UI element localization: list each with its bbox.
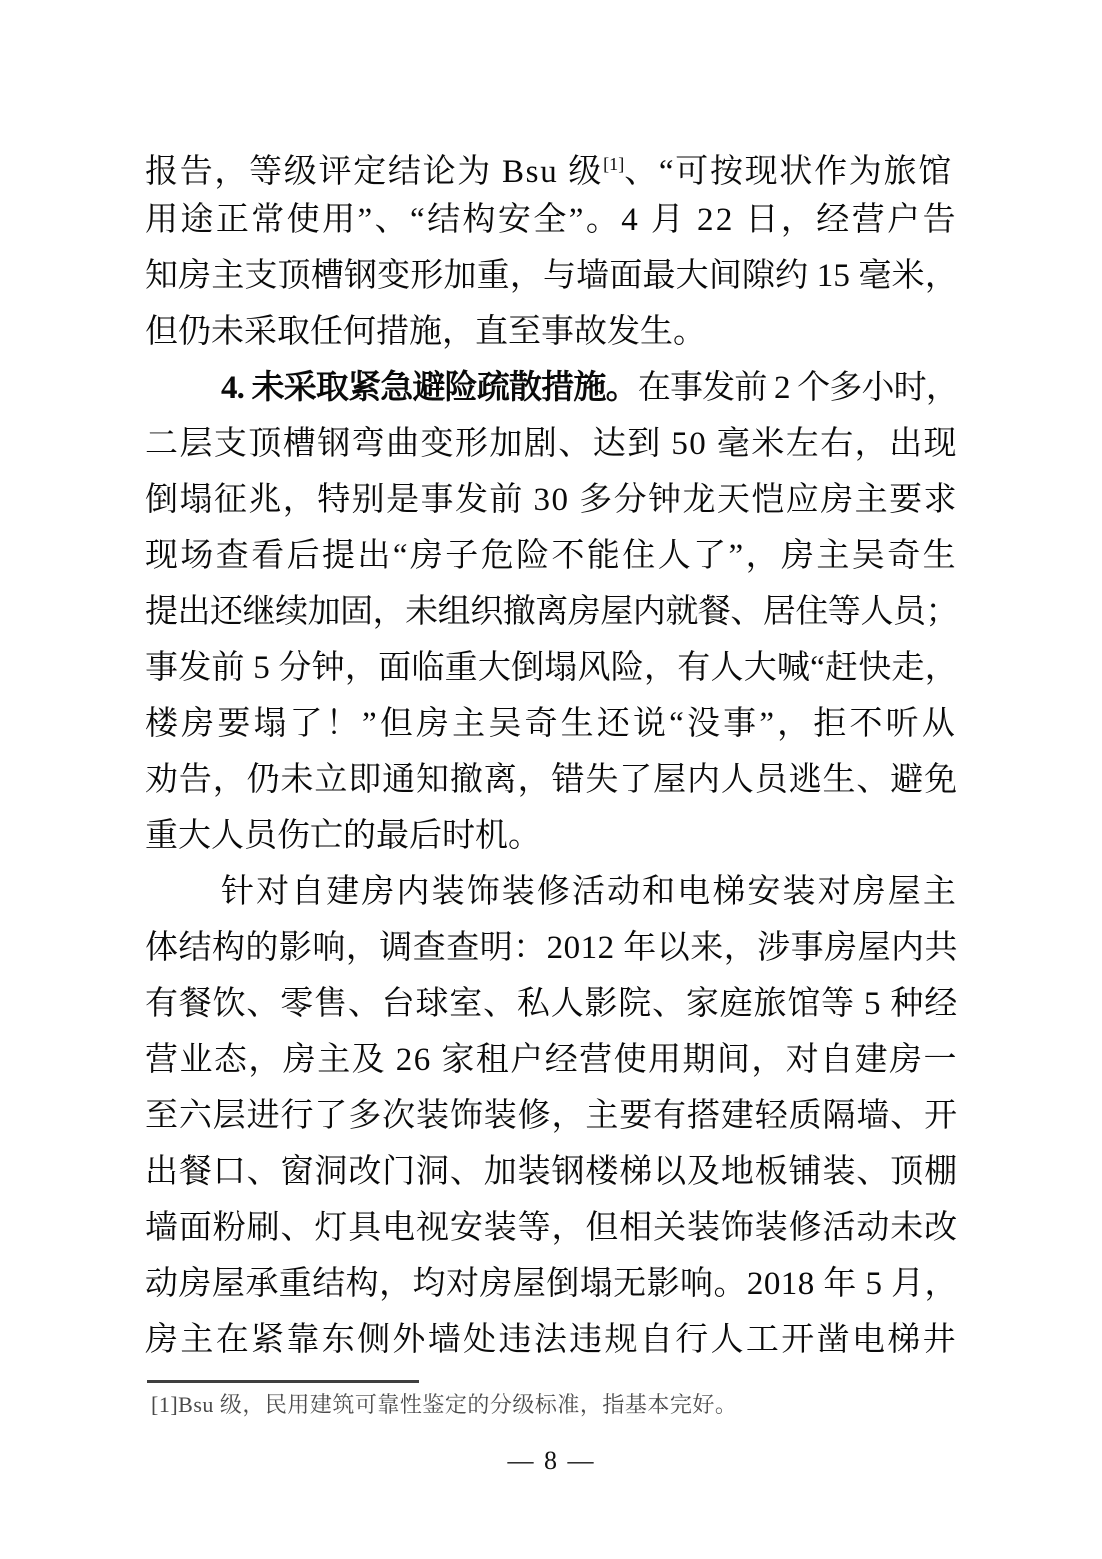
- text-line: [145, 1200, 958, 1256]
- paragraph: [145, 136, 958, 360]
- text-line-content: [145, 706, 958, 742]
- text-line-content: [145, 1266, 958, 1302]
- text-line: [145, 864, 958, 920]
- text-line-content: [221, 874, 958, 910]
- document-page: [145, 136, 958, 1478]
- text-line-content: [145, 202, 958, 238]
- text-line: [145, 528, 958, 584]
- body-text: 二层支顶槽钢弯曲变形加剧、达到 50 毫米左右，出现: [145, 426, 958, 462]
- paragraph: [145, 864, 958, 1368]
- text-line-content: [145, 482, 958, 518]
- body-text: 重大人员伤亡的最后时机。: [145, 818, 541, 854]
- text-line-content: [221, 370, 958, 406]
- paragraph: [145, 360, 958, 864]
- text-line: [145, 192, 958, 248]
- body-text: 用途正常使用”、“结构安全”。4 月 22 日，经营户告: [145, 202, 958, 238]
- text-line: [145, 584, 958, 640]
- body-text: 劝告，仍未立即通知撤离，错失了屋内人员逃生、避免: [145, 762, 958, 798]
- body-text: 楼房要塌了！”但房主吴奇生还说“没事”，拒不听从: [145, 706, 958, 742]
- text-line-content: [145, 930, 958, 966]
- body-text: 针对自建房内装饰装修活动和电梯安装对房屋主: [221, 874, 958, 910]
- text-line-content: [145, 594, 958, 630]
- body-text: 营业态，房主及 26 家租户经营使用期间，对自建房一: [145, 1042, 958, 1078]
- document-body: [145, 136, 958, 1368]
- body-text: 体结构的影响，调查查明：2012 年以来，涉事房屋内共: [145, 930, 958, 966]
- body-text: 动房屋承重结构，均对房屋倒塌无影响。2018 年 5 月，: [145, 1266, 958, 1302]
- text-line-content: [145, 1042, 958, 1078]
- body-text: 在事发前 2 个多小时，: [637, 370, 959, 406]
- text-line-content: [145, 986, 958, 1022]
- text-line: [145, 472, 958, 528]
- body-text: 提出还继续加固，未组织撤离房屋内就餐、居住等人员；: [145, 594, 959, 630]
- text-line-content: [145, 258, 958, 294]
- text-line-content: [145, 762, 958, 798]
- text-line-content: [145, 154, 953, 190]
- text-line: [145, 416, 958, 472]
- text-line: [145, 136, 958, 192]
- text-line-content: [145, 426, 958, 462]
- text-line-content: [145, 1210, 958, 1246]
- text-line-content: [145, 650, 958, 686]
- text-line-content: [145, 1154, 958, 1190]
- text-line: [145, 1088, 958, 1144]
- text-line: [145, 1312, 958, 1368]
- text-line-content: [145, 538, 958, 574]
- footnote-text: [1]Bsu 级，民用建筑可靠性鉴定的分级标准，指基本完好。: [151, 1392, 738, 1417]
- body-text: 出餐口、窗洞改门洞、加装钢楼梯以及地板铺装、顶棚: [145, 1154, 958, 1190]
- body-text: 报告，等级评定结论为 Bsu 级: [145, 154, 604, 190]
- body-text: 房主在紧靠东侧外墙处违法违规自行人工开凿电梯井: [145, 1322, 958, 1358]
- text-line-content: [145, 1322, 958, 1358]
- text-line: [145, 360, 958, 416]
- body-text: 知房主支顶槽钢变形加重，与墙面最大间隙约 15 毫米，: [145, 258, 958, 294]
- text-line: [145, 304, 958, 360]
- text-line: [145, 1256, 958, 1312]
- text-line: [145, 248, 958, 304]
- text-line: [145, 808, 958, 864]
- body-text: 倒塌征兆，特别是事发前 30 多分钟龙天恺应房主要求: [145, 482, 958, 518]
- text-line: [145, 752, 958, 808]
- body-text: 但仍未采取任何措施，直至事故发生。: [145, 314, 706, 350]
- text-line-content: [145, 1098, 958, 1134]
- section-heading-text: 4. 未采取紧急避险疏散措施。: [221, 370, 638, 406]
- text-line-content: [145, 314, 706, 350]
- body-text: 、“可按现状作为旅馆: [624, 154, 953, 190]
- text-line: [145, 920, 958, 976]
- text-line-content: [145, 818, 541, 854]
- footnote-reference: [1]: [603, 154, 625, 174]
- body-text: 事发前 5 分钟，面临重大倒塌风险，有人大喊“赶快走，: [145, 650, 958, 686]
- text-line: [145, 640, 958, 696]
- page-number: — 8 —: [507, 1446, 596, 1475]
- text-line: [145, 1144, 958, 1200]
- text-line: [145, 976, 958, 1032]
- text-line: [145, 696, 958, 752]
- text-line: [145, 1032, 958, 1088]
- footnote-divider: [147, 1380, 419, 1383]
- body-text: 至六层进行了多次装饰装修，主要有搭建轻质隔墙、开: [145, 1098, 958, 1134]
- body-text: 现场查看后提出“房子危险不能住人了”，房主吴奇生: [145, 538, 958, 574]
- body-text: 墙面粉刷、灯具电视安装等，但相关装饰装修活动未改: [145, 1210, 958, 1246]
- body-text: 有餐饮、零售、台球室、私人影院、家庭旅馆等 5 种经: [145, 986, 958, 1022]
